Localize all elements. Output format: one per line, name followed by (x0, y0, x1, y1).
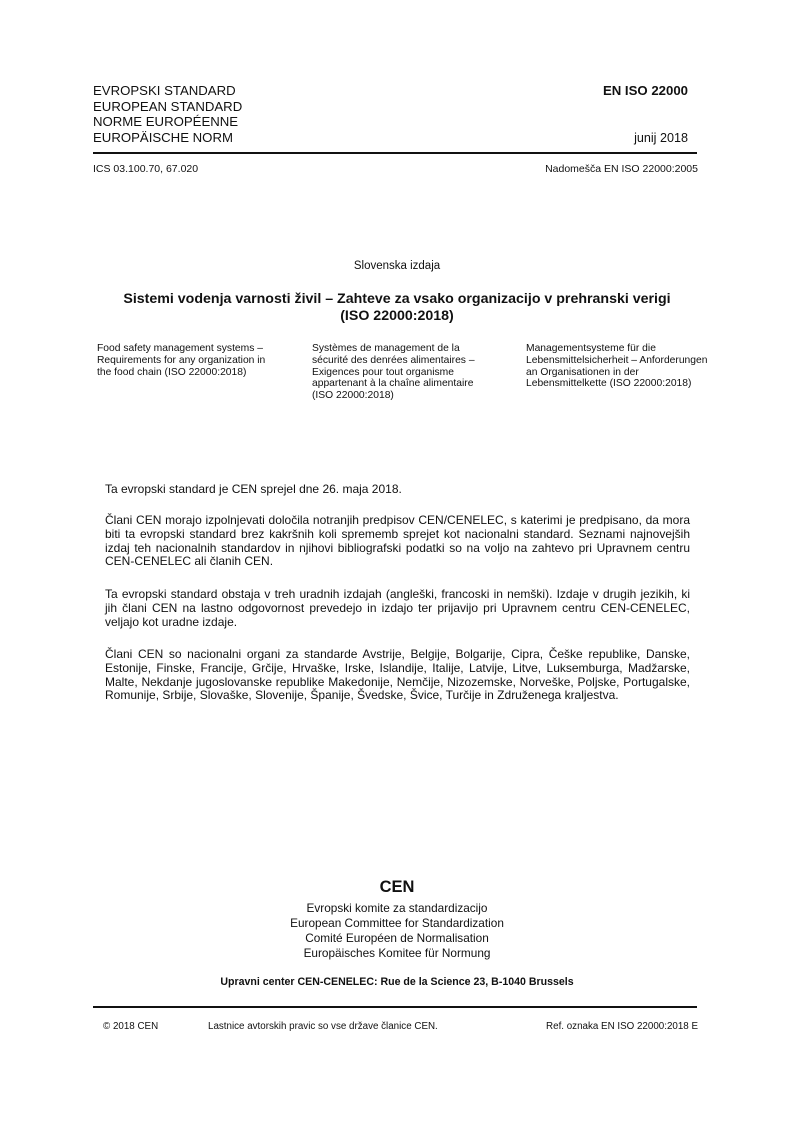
cen-acronym: CEN (379, 878, 415, 896)
versions-paragraph: Ta evropski standard obstaja v treh uradnih izdajah (angleški, francoski in nemški). Izdaje v drugih jezikih, ki jih člani CEN na lastno odgovornost prevedejo in izdajo ter prijavijo pri Upravnem centru CEN-CENELEC, veljajo kot uradne izdaje. (105, 587, 690, 629)
copyright: © 2018 CEN (103, 1021, 159, 1032)
edition-label: Slovenska izdaja (353, 260, 441, 272)
title-english: Food safety management systems – Requirements for any organization in the food chain (ISO 22000:2018) (97, 343, 266, 378)
cen-names (0, 901, 794, 961)
reference-number: Ref. oznaka EN ISO 22000:2018 E (546, 1021, 698, 1032)
cen-name-de: Europäisches Komitee für Normung (303, 946, 491, 960)
standard-id: EN ISO 22000 (602, 83, 688, 98)
publication-date: junij 2018 (634, 131, 688, 145)
cen-name-sl: Evropski komite za standardizacijo (306, 901, 488, 915)
adoption-paragraph: Ta evropski standard je CEN sprejel dne 26. maja 2018. (105, 482, 402, 496)
cen-name-fr: Comité Européen de Normalisation (305, 931, 489, 945)
management-centre-address: Upravni center CEN-CENELEC: Rue de la Science 23, B-1040 Brussels (220, 976, 574, 988)
title-french: Systèmes de management de la sécurité des denrées alimentaires – Exigences pour tout organisme appartenant à la chaîne alimentaire (ISO 22000:2018) (312, 343, 475, 402)
rights-statement: Lastnice avtorskih pravic so vse države članice CEN. (208, 1021, 438, 1032)
members-paragraph: Člani CEN so nacionalni organi za standarde Avstrije, Belgije, Bolgarije, Cipra, Češke republike, Danske, Estonije, Finske, Francije, Grčije, Hrvaške, Irske, Islandije, Italije, Latvije, Litve, Luksemburga, Madžarske, Malte, Nekdanje jugoslovanske republike Makedonije, Nemčije, Nizozemske, Norveške, Poljske, Portugalske, Romunije, Srbije, Slovaške, Slovenije, Španije, Švedske, Švice, Turčije in Združenega kraljestva. (105, 647, 690, 703)
title-german: Managementsysteme für die Lebensmittelsicherheit – Anforderungen an Organisationen in der Lebensmittelkette (ISO 22000:2018) (526, 343, 708, 390)
standard-name-de: EUROPÄISCHE NORM (93, 129, 233, 145)
ics-codes: ICS 03.100.70, 67.020 (93, 163, 199, 175)
implementation-paragraph: Člani CEN morajo izpolnjevati določila notranjih predpisov CEN/CENELEC, s katerimi je predpisano, da mora biti ta evropski standard brez kakršnih koli sprememb sprejet kot nacionalni standard. Seznami najnovejših izdaj teh nacionalnih standardov in njihovi bibliografski podatki so na voljo na zahtevo pri Upravnem centru CEN-CENELEC ali članih CEN. (105, 513, 690, 569)
document-title: Sistemi vodenja varnosti živil – Zahteve za vsako organizacijo v prehranski verigi (ISO 22000:2018) (123, 291, 671, 324)
standard-name-sl: EVROPSKI STANDARD (93, 83, 236, 98)
footer-divider (93, 1006, 697, 1008)
header-divider (93, 152, 697, 154)
standard-names (93, 83, 242, 145)
cen-name-en: European Committee for Standardization (290, 916, 504, 930)
standard-name-en: EUROPEAN STANDARD (93, 98, 243, 114)
supersedes-note: Nadomešča EN ISO 22000:2005 (545, 163, 698, 175)
standard-name-fr: NORME EUROPÉENNE (93, 114, 239, 129)
